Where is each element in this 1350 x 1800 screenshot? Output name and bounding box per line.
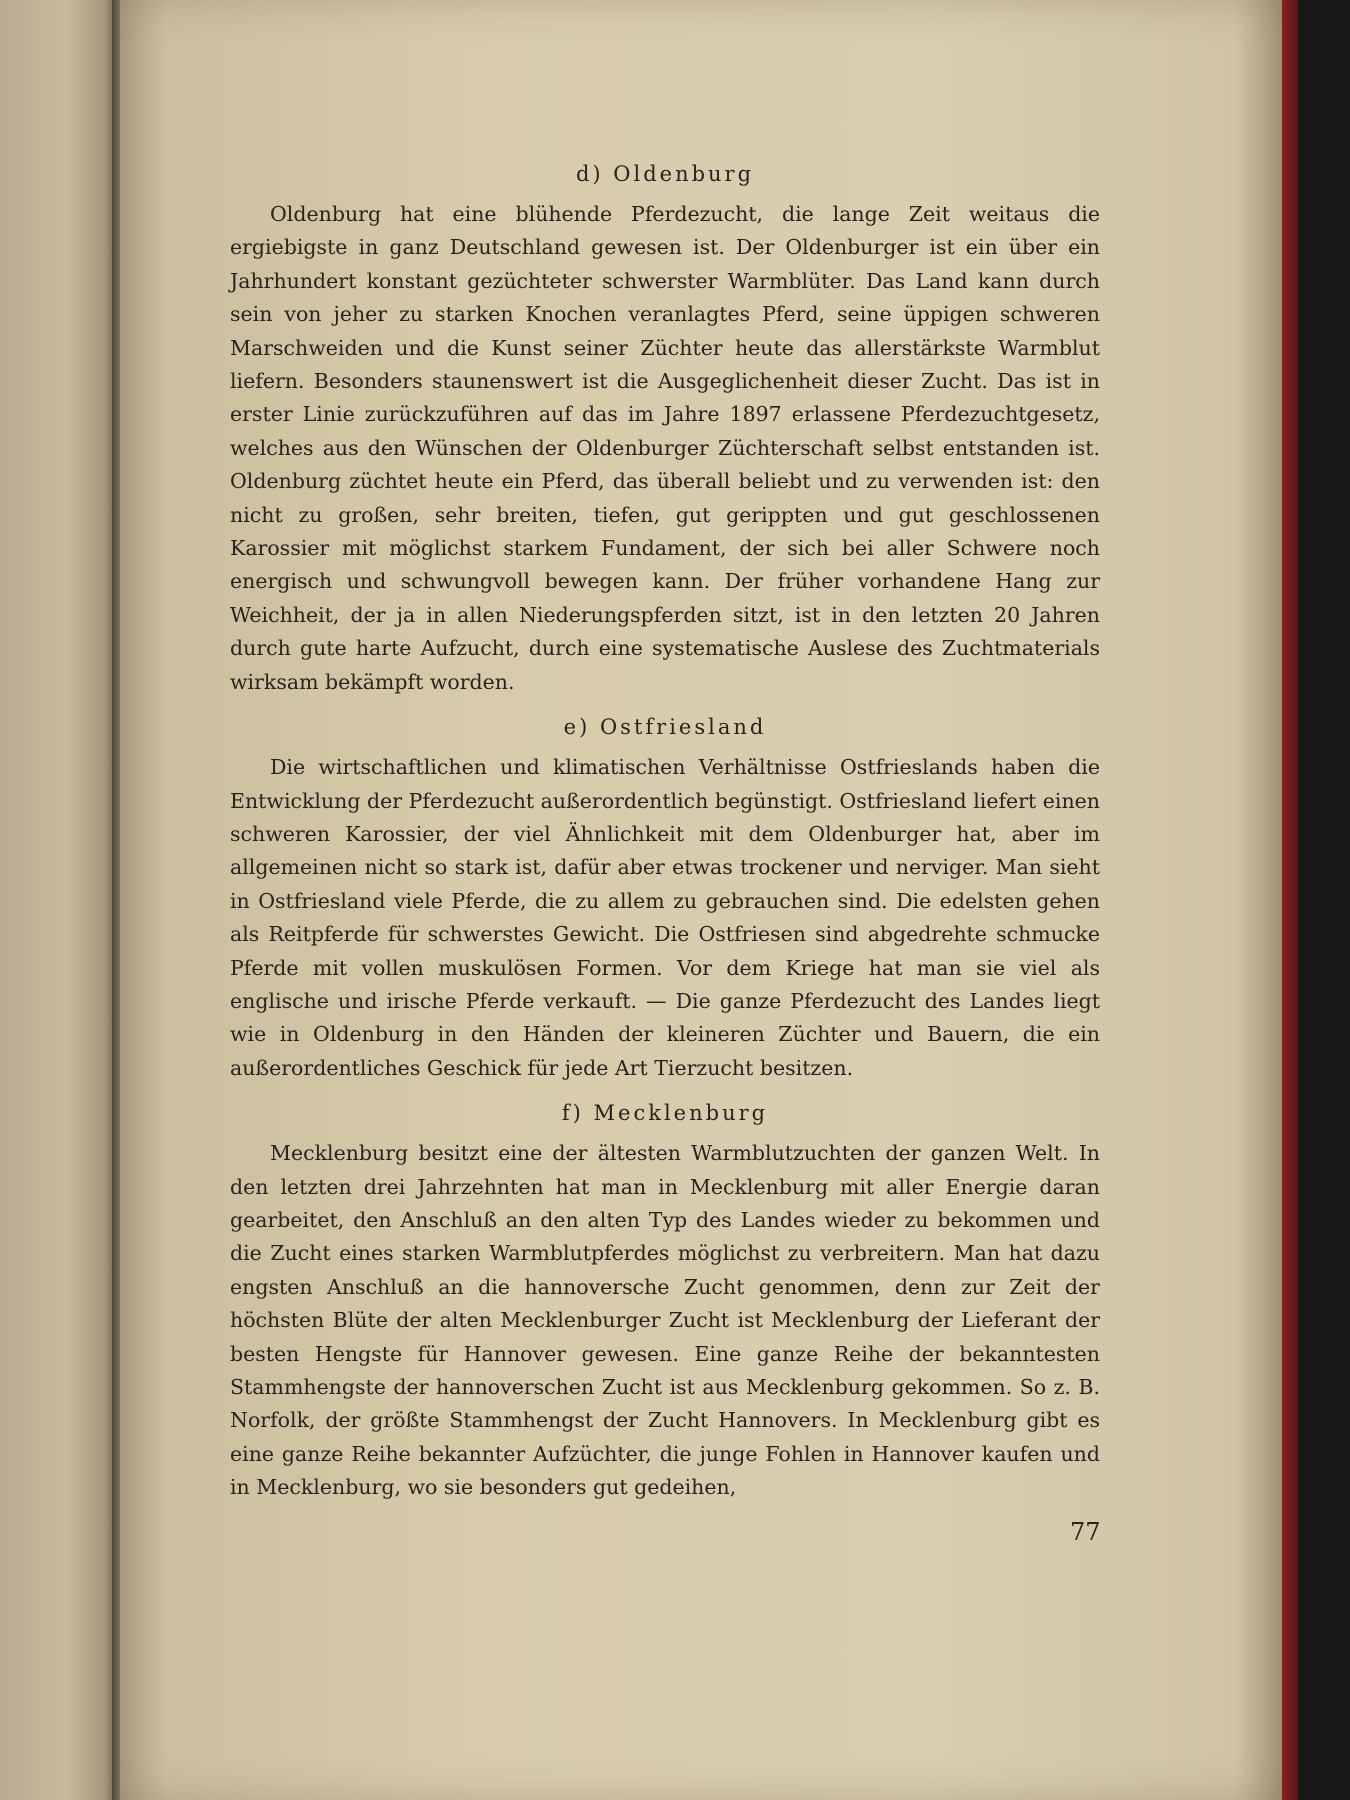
- section-text-mecklenburg: Mecklenburg besitzt eine der ältesten Warmblutzuchten der ganzen Welt. In den letzten drei Jahrzehnten hat man in Mecklenburg mit aller Energie daran gearbeitet, den Anschluß an den alten Typ des Landes wieder zu bekommen und die Zucht eines starken Warmblutpferdes möglichst zu verbreitern. Man hat dazu engsten Anschluß an die hannoversche Zucht genommen, denn zur Zeit der höchsten Blüte der alten Mecklenburger Zucht ist Mecklenburg der Lieferant der besten Hengste für Hannover gewesen. Eine ganze Reihe der bekanntesten Stammhengste der hannoverschen Zucht ist aus Mecklenburg gekommen. So z. B. Norfolk, der größte Stammhengst der Zucht Hannovers. In Mecklenburg gibt es eine ganze Reihe bekannter Aufzüchter, die junge Fohlen in Hannover kaufen und in Mecklenburg, wo sie besonders gut gedeihen,: [230, 1141, 1100, 1500]
- page-number: 77: [1070, 1518, 1101, 1546]
- section-heading-mecklenburg: f) Mecklenburg: [561, 1101, 769, 1126]
- section-heading-ostfriesland: e) Ostfriesland: [563, 715, 767, 740]
- section-text-oldenburg: Oldenburg hat eine blühende Pferdezucht, die lange Zeit weitaus die ergiebigste in ganz Deutschland gewesen ist. Der Oldenburger ist ein über ein Jahrhundert konstant gezüchteter schwerster Warmblüter. Das Land kann durch sein von jeher zu starken Knochen veranlagtes Pferd, seine üppigen schweren Marschweiden und die Kunst seiner Züchter heute das allerstärkste Warmblut liefern. Besonders staunenswert ist die Ausgeglichenheit dieser Zucht. Das ist in erster Linie zurückzuführen auf das im Jahre 1897 erlassene Pferdezuchtgesetz, welches aus den Wünschen der Oldenburger Züchterschaft selbst entstanden ist. Oldenburg züchtet heute ein Pferd, das überall beliebt und zu verwenden ist: den nicht zu großen, sehr breiten, tiefen, gut gerippten und gut geschlossenen Karossier mit möglichst starkem Fundament, der sich bei aller Schwere noch energisch und schwungvoll bewegen kann. Der früher vorhandene Hang zur Weichheit, der ja in allen Niederungspferden sitzt, ist in den letzten 20 Jahren durch gute harte Aufzucht, durch eine systematische Auslese des Zuchtmaterials wirksam bekämpft worden.: [230, 202, 1100, 694]
- section-heading-oldenburg: d) Oldenburg: [575, 162, 755, 186]
- left-page-edge: [0, 0, 120, 1800]
- page-content: [230, 150, 1100, 1515]
- section-text-ostfriesland: Die wirtschaftlichen und klimatischen Verhältnisse Ostfrieslands haben die Entwicklung der Pferdezucht außerordentlich begünstigt. Ostfriesland liefert einen schweren Karossier, der viel Ähnlichkeit mit dem Oldenburger hat, aber im allgemeinen nicht so stark ist, dafür aber etwas trockener und nerviger. Man sieht in Ostfriesland viele Pferde, die zu allem zu gebrauchen sind. Die edelsten gehen als Reitpferde für schwerstes Gewicht. Die Ostfriesen sind abgedrehte schmucke Pferde mit vollen muskulösen Formen. Vor dem Kriege hat man sie viel als englische und irische Pferde verkauft. — Die ganze Pferdezucht des Landes liegt wie in Oldenburg in den Händen der kleineren Züchter und Bauern, die ein außerordentliches Geschick für jede Art Tierzucht besitzen.: [230, 755, 1100, 1080]
